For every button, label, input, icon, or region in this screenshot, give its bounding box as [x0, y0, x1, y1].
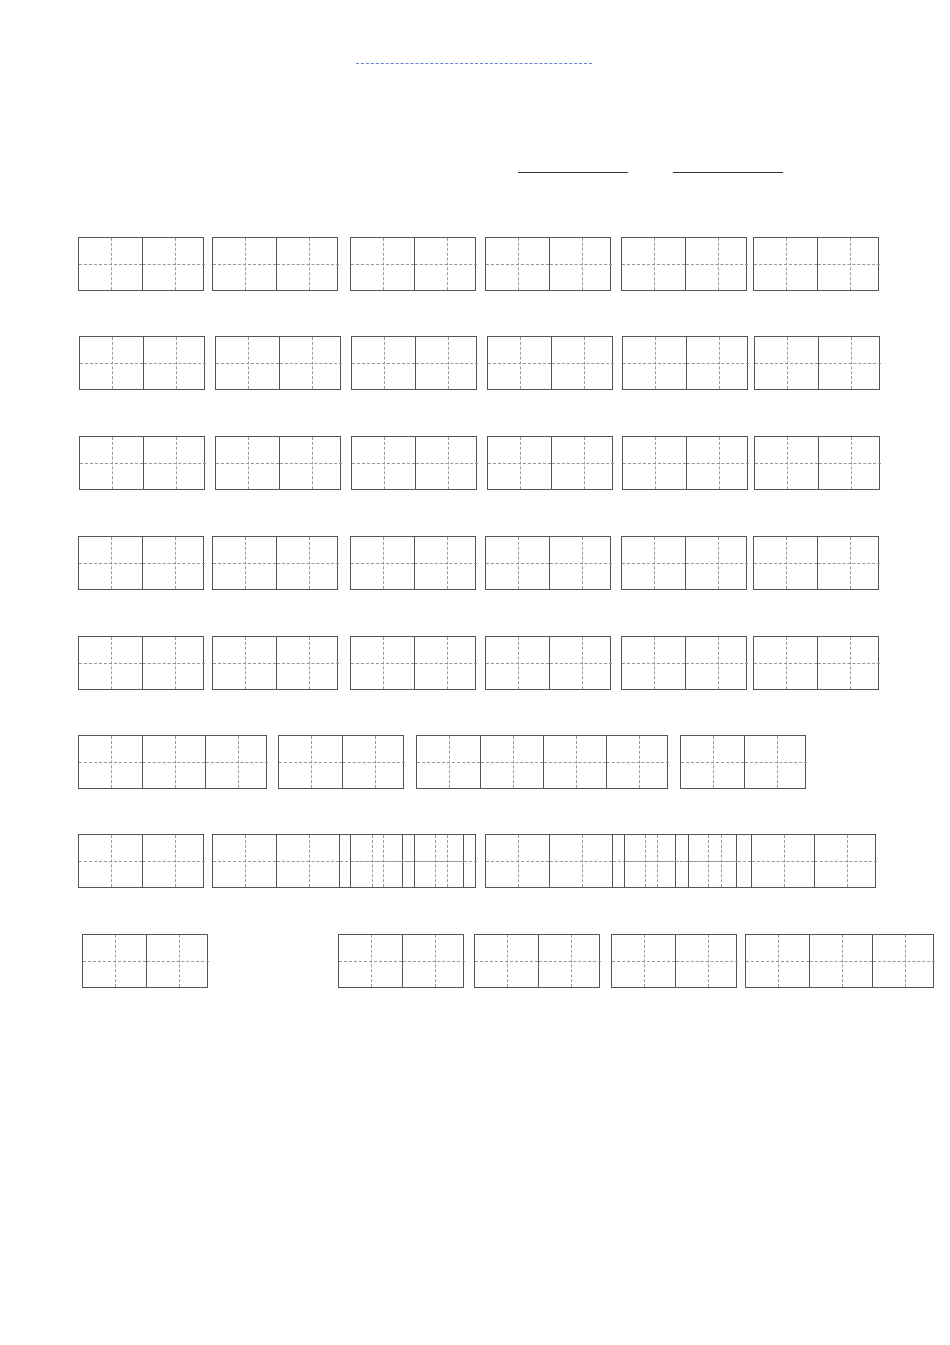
character-cell[interactable]	[814, 835, 877, 887]
tianzige-grid[interactable]	[753, 636, 879, 690]
cell-guide-horizontal	[686, 264, 748, 265]
cell-guide-horizontal	[280, 363, 342, 364]
cell-guide-horizontal	[754, 264, 817, 265]
character-cell[interactable]	[486, 537, 549, 589]
tianzige-grid[interactable]	[487, 336, 613, 390]
cell-guide-horizontal	[352, 463, 415, 464]
cell-guide-horizontal	[686, 563, 748, 564]
tianzige-grid[interactable]	[745, 934, 934, 988]
cell-guide-horizontal	[80, 463, 143, 464]
character-cell[interactable]	[213, 238, 276, 290]
cell-guide-horizontal	[143, 762, 205, 763]
class-blank[interactable]	[673, 154, 783, 173]
character-cell[interactable]	[475, 935, 538, 987]
tianzige-grid[interactable]	[215, 436, 341, 490]
tianzige-grid[interactable]	[338, 934, 464, 988]
tianzige-grid[interactable]	[350, 237, 476, 291]
cell-guide-horizontal	[488, 363, 551, 364]
cell-guide-horizontal	[815, 861, 877, 862]
character-cell[interactable]	[80, 337, 143, 389]
character-cell[interactable]	[809, 935, 872, 987]
cell-guide-horizontal	[873, 961, 935, 962]
character-cell[interactable]	[543, 736, 606, 788]
cell-guide-horizontal	[351, 264, 414, 265]
cell-guide-horizontal	[216, 363, 279, 364]
cell-guide-horizontal	[686, 663, 748, 664]
tianzige-grid[interactable]	[485, 237, 611, 291]
character-cell[interactable]	[685, 537, 748, 589]
character-cell[interactable]	[414, 835, 477, 887]
tianzige-grid[interactable]	[79, 436, 205, 490]
cell-guide-horizontal	[819, 363, 881, 364]
class-field[interactable]	[671, 154, 783, 178]
character-cell[interactable]	[339, 935, 402, 987]
character-cell[interactable]	[142, 238, 205, 290]
cell-guide-horizontal	[550, 663, 612, 664]
character-cell[interactable]	[817, 238, 880, 290]
cell-guide-horizontal	[416, 463, 478, 464]
character-cell[interactable]	[623, 337, 686, 389]
character-cell[interactable]	[622, 637, 685, 689]
name-field[interactable]	[516, 154, 628, 178]
cell-guide-horizontal	[147, 961, 209, 962]
character-cell[interactable]	[80, 437, 143, 489]
cell-guide-horizontal	[623, 363, 686, 364]
cell-guide-horizontal	[552, 463, 614, 464]
tianzige-grid[interactable]	[350, 834, 476, 888]
character-cell[interactable]	[612, 935, 675, 987]
cell-guide-horizontal	[755, 463, 818, 464]
character-cell[interactable]	[276, 537, 339, 589]
character-cell[interactable]	[342, 736, 405, 788]
tianzige-grid[interactable]	[611, 934, 737, 988]
tianzige-grid[interactable]	[621, 536, 747, 590]
cell-guide-horizontal	[143, 663, 205, 664]
cell-guide-horizontal	[79, 663, 142, 664]
cell-guide-horizontal	[481, 762, 543, 763]
character-cell[interactable]	[754, 637, 817, 689]
character-cell[interactable]	[755, 437, 818, 489]
cell-guide-horizontal	[277, 861, 339, 862]
tianzige-grid[interactable]	[416, 735, 668, 789]
character-cell[interactable]	[486, 637, 549, 689]
character-cell[interactable]	[279, 337, 342, 389]
character-cell[interactable]	[551, 337, 614, 389]
character-cell[interactable]	[817, 537, 880, 589]
character-cell[interactable]	[754, 537, 817, 589]
cell-guide-horizontal	[623, 463, 686, 464]
character-cell[interactable]	[352, 437, 415, 489]
character-cell[interactable]	[351, 238, 414, 290]
cell-guide-horizontal	[213, 663, 276, 664]
tianzige-grid[interactable]	[351, 436, 477, 490]
cell-guide-horizontal	[486, 264, 549, 265]
tianzige-grid[interactable]	[754, 336, 880, 390]
tianzige-grid[interactable]	[487, 436, 613, 490]
tianzige-grid[interactable]	[485, 536, 611, 590]
character-cell[interactable]	[685, 238, 748, 290]
cell-guide-horizontal	[539, 961, 601, 962]
character-cell[interactable]	[622, 238, 685, 290]
character-cell[interactable]	[79, 537, 142, 589]
character-cell[interactable]	[549, 637, 612, 689]
cell-guide-horizontal	[544, 762, 606, 763]
tianzige-grid[interactable]	[624, 834, 876, 888]
cell-guide-horizontal	[622, 663, 685, 664]
character-cell[interactable]	[351, 537, 414, 589]
character-cell[interactable]	[622, 537, 685, 589]
cell-guide-horizontal	[79, 762, 142, 763]
cell-guide-horizontal	[352, 363, 415, 364]
cell-guide-horizontal	[625, 861, 688, 862]
character-cell[interactable]	[213, 637, 276, 689]
tianzige-grid[interactable]	[215, 336, 341, 390]
character-cell[interactable]	[549, 537, 612, 589]
tianzige-grid[interactable]	[350, 536, 476, 590]
tianzige-grid[interactable]	[754, 436, 880, 490]
character-cell[interactable]	[414, 537, 477, 589]
character-cell[interactable]	[143, 437, 206, 489]
character-cell[interactable]	[754, 238, 817, 290]
cell-guide-horizontal	[279, 762, 342, 763]
cell-guide-horizontal	[687, 463, 749, 464]
cell-guide-horizontal	[417, 762, 480, 763]
character-cell[interactable]	[817, 637, 880, 689]
cell-guide-horizontal	[415, 264, 477, 265]
character-cell[interactable]	[681, 736, 744, 788]
character-cell[interactable]	[480, 736, 543, 788]
character-cell[interactable]	[79, 736, 142, 788]
cell-guide-horizontal	[754, 563, 817, 564]
cell-guide-horizontal	[143, 861, 205, 862]
cell-guide-horizontal	[681, 762, 744, 763]
character-cell[interactable]	[685, 637, 748, 689]
character-cell[interactable]	[744, 736, 807, 788]
character-cell[interactable]	[279, 736, 342, 788]
cell-guide-horizontal	[277, 663, 339, 664]
character-cell[interactable]	[213, 835, 276, 887]
cell-guide-horizontal	[607, 762, 669, 763]
tianzige-grid[interactable]	[622, 336, 748, 390]
cell-guide-horizontal	[83, 961, 146, 962]
cell-guide-horizontal	[550, 563, 612, 564]
tianzige-grid[interactable]	[82, 934, 208, 988]
character-cell[interactable]	[276, 238, 339, 290]
character-cell[interactable]	[549, 835, 612, 887]
character-cell[interactable]	[216, 437, 279, 489]
cell-guide-horizontal	[550, 264, 612, 265]
tianzige-grid[interactable]	[78, 536, 204, 590]
tianzige-grid[interactable]	[753, 536, 879, 590]
cell-guide-horizontal	[486, 563, 549, 564]
cell-guide-horizontal	[144, 463, 206, 464]
character-cell[interactable]	[818, 437, 881, 489]
character-cell[interactable]	[143, 337, 206, 389]
tianzige-grid[interactable]	[485, 636, 611, 690]
cell-guide-horizontal	[415, 563, 477, 564]
character-cell[interactable]	[486, 238, 549, 290]
cell-guide-horizontal	[486, 861, 549, 862]
character-cell[interactable]	[686, 337, 749, 389]
cell-guide-horizontal	[339, 961, 402, 962]
character-cell[interactable]	[216, 337, 279, 389]
tianzige-grid[interactable]	[474, 934, 600, 988]
character-cell[interactable]	[279, 437, 342, 489]
character-cell[interactable]	[415, 437, 478, 489]
tianzige-grid[interactable]	[212, 636, 338, 690]
cell-guide-horizontal	[416, 363, 478, 364]
character-cell[interactable]	[276, 835, 339, 887]
cell-guide-horizontal	[277, 264, 339, 265]
cell-guide-horizontal	[818, 264, 880, 265]
tianzige-grid[interactable]	[78, 735, 267, 789]
character-cell[interactable]	[488, 337, 551, 389]
cell-guide-horizontal	[143, 563, 205, 564]
character-cell[interactable]	[488, 437, 551, 489]
character-cell[interactable]	[351, 835, 414, 887]
character-cell[interactable]	[142, 736, 205, 788]
character-cell[interactable]	[415, 337, 478, 389]
cell-guide-horizontal	[676, 961, 738, 962]
cell-guide-horizontal	[144, 363, 206, 364]
cell-guide-horizontal	[277, 563, 339, 564]
cell-guide-horizontal	[622, 563, 685, 564]
tianzige-grid[interactable]	[622, 436, 748, 490]
cell-guide-horizontal	[818, 563, 880, 564]
character-cell[interactable]	[79, 238, 142, 290]
cell-guide-horizontal	[754, 663, 817, 664]
cell-guide-horizontal	[351, 663, 414, 664]
character-cell[interactable]	[625, 835, 688, 887]
character-cell[interactable]	[402, 935, 465, 987]
tianzige-grid[interactable]	[278, 735, 404, 789]
tianzige-grid[interactable]	[79, 336, 205, 390]
character-cell[interactable]	[352, 337, 415, 389]
cell-guide-horizontal	[280, 463, 342, 464]
character-cell[interactable]	[606, 736, 669, 788]
character-cell[interactable]	[142, 537, 205, 589]
character-cell[interactable]	[688, 835, 751, 887]
character-cell[interactable]	[549, 238, 612, 290]
tianzige-grid[interactable]	[680, 735, 806, 789]
tianzige-grid[interactable]	[753, 237, 879, 291]
cell-guide-horizontal	[475, 961, 538, 962]
character-cell[interactable]	[351, 637, 414, 689]
character-cell[interactable]	[414, 637, 477, 689]
tianzige-grid[interactable]	[351, 336, 477, 390]
cell-guide-horizontal	[79, 563, 142, 564]
tianzige-grid[interactable]	[621, 636, 747, 690]
character-cell[interactable]	[142, 835, 205, 887]
cell-guide-horizontal	[143, 264, 205, 265]
cell-guide-horizontal	[216, 463, 279, 464]
character-cell[interactable]	[83, 935, 146, 987]
character-cell[interactable]	[146, 935, 209, 987]
character-cell[interactable]	[755, 337, 818, 389]
cell-guide-horizontal	[206, 762, 268, 763]
cell-guide-horizontal	[80, 363, 143, 364]
cell-guide-horizontal	[818, 663, 880, 664]
character-cell[interactable]	[276, 637, 339, 689]
name-blank[interactable]	[518, 154, 628, 173]
character-cell[interactable]	[205, 736, 268, 788]
cell-guide-horizontal	[403, 961, 465, 962]
character-cell[interactable]	[213, 537, 276, 589]
cell-guide-horizontal	[745, 762, 807, 763]
character-cell[interactable]	[751, 835, 814, 887]
character-cell[interactable]	[486, 835, 549, 887]
character-cell[interactable]	[686, 437, 749, 489]
character-cell[interactable]	[818, 337, 881, 389]
character-cell[interactable]	[79, 835, 142, 887]
cell-guide-horizontal	[351, 563, 414, 564]
character-cell[interactable]	[79, 637, 142, 689]
character-cell[interactable]	[872, 935, 935, 987]
cell-guide-horizontal	[213, 264, 276, 265]
tianzige-grid[interactable]	[78, 834, 204, 888]
cell-guide-horizontal	[746, 961, 809, 962]
cell-guide-horizontal	[687, 363, 749, 364]
tianzige-grid[interactable]	[212, 536, 338, 590]
cell-guide-horizontal	[622, 264, 685, 265]
character-cell[interactable]	[142, 637, 205, 689]
cell-guide-horizontal	[488, 463, 551, 464]
cell-guide-horizontal	[351, 861, 414, 862]
cell-guide-horizontal	[689, 861, 751, 862]
cell-guide-horizontal	[752, 861, 814, 862]
header-divider	[356, 63, 592, 64]
cell-guide-horizontal	[486, 663, 549, 664]
character-cell[interactable]	[417, 736, 480, 788]
cell-guide-horizontal	[79, 861, 142, 862]
character-cell[interactable]	[551, 437, 614, 489]
character-cell[interactable]	[414, 238, 477, 290]
cell-guide-horizontal	[79, 264, 142, 265]
cell-guide-horizontal	[552, 363, 614, 364]
cell-guide-horizontal	[819, 463, 881, 464]
character-cell[interactable]	[538, 935, 601, 987]
cell-guide-horizontal	[550, 861, 612, 862]
cell-guide-horizontal	[415, 861, 477, 862]
character-cell[interactable]	[746, 935, 809, 987]
cell-guide-horizontal	[343, 762, 405, 763]
tianzige-grid[interactable]	[212, 237, 338, 291]
tianzige-grid[interactable]	[621, 237, 747, 291]
cell-guide-horizontal	[213, 563, 276, 564]
cell-guide-horizontal	[612, 961, 675, 962]
tianzige-grid[interactable]	[78, 636, 204, 690]
cell-guide-horizontal	[415, 663, 477, 664]
cell-guide-horizontal	[755, 363, 818, 364]
cell-guide-horizontal	[810, 961, 872, 962]
tianzige-grid[interactable]	[78, 237, 204, 291]
cell-guide-horizontal	[213, 861, 276, 862]
tianzige-grid[interactable]	[350, 636, 476, 690]
character-cell[interactable]	[623, 437, 686, 489]
character-cell[interactable]	[675, 935, 738, 987]
